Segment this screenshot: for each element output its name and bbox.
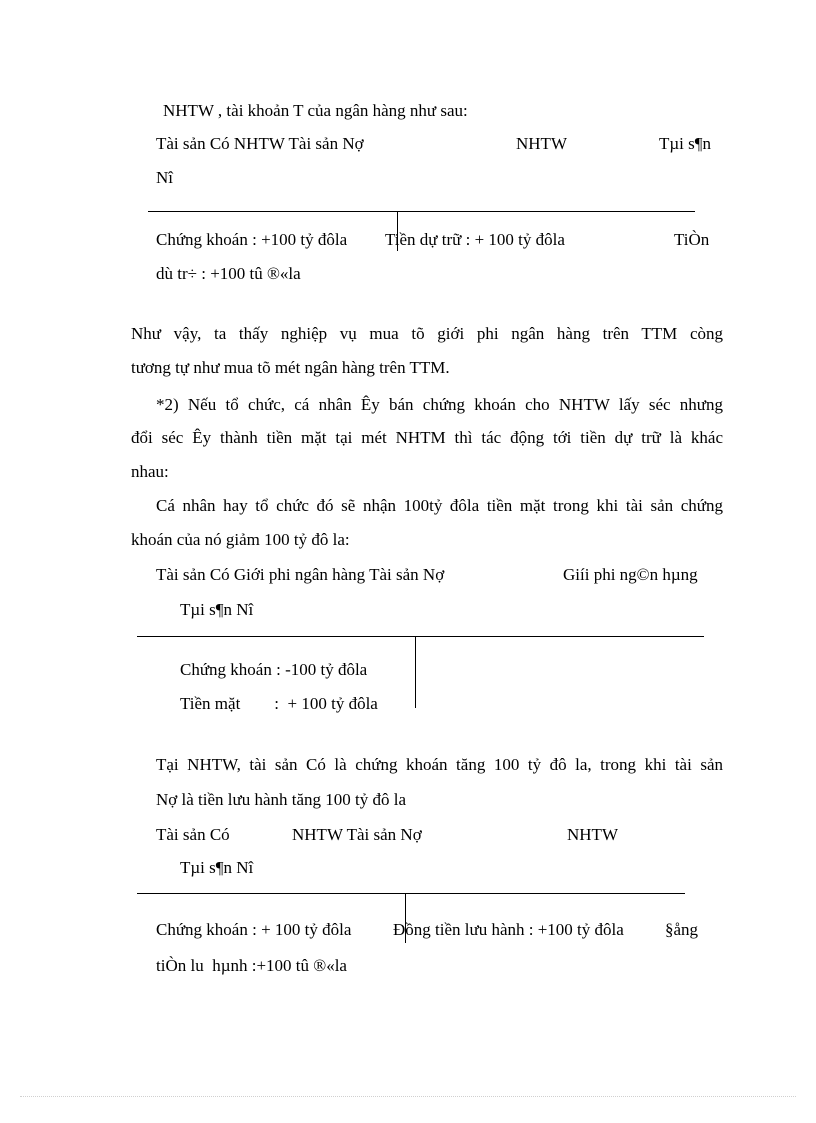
t-account-entry: Chứng khoán : -100 tỷ đôla [180,660,368,679]
t-account-entry: Đồng tiền lưu hành : +100 tỷ đôla [393,920,624,939]
t-account-entry: Tiền dự trữ : + 100 tỷ đôla [385,230,565,249]
paragraph-line: khoán của nó giảm 100 tỷ đô la: [131,530,350,549]
paragraph-line: *2) Nếu tổ chức, cá nhân Êy bán chứng khoán cho NHTW lấy séc nhưng [156,395,723,414]
paragraph-line: Nợ là tiền lưu hành tăng 100 tỷ đô la [156,790,407,809]
t-account-header: NHTW [567,825,618,844]
t-account-header: Tµi s¶n Nî [180,600,254,619]
t-account-entry: dù tr÷ : +100 tû ®«la [156,264,301,283]
t-account-header: Giíi phi ng©n hµng [563,565,698,584]
t-account-header: Tài sản Có Giới phi ngân hàng Tài sản Nợ [156,565,445,584]
t-account-entry: tiÒn lu hµnh :+100 tû ®«la [156,956,347,975]
footer-dotted-rule [20,1096,796,1097]
paragraph-line: Như vậy, ta thấy nghiệp vụ mua tõ giới phi ngân hàng trên TTM còng [131,324,723,343]
t-account-entry: Chứng khoán : + 100 tỷ đôla [156,920,352,939]
t-account-rule [148,211,695,212]
t-account-header: Tµi s¶n [659,134,711,153]
paragraph-line: nhau: [131,462,169,481]
t-account-entry: Chứng khoán : +100 tỷ đôla [156,230,348,249]
t-account-rule [137,893,685,894]
t-account-entry: Tiền mặt : + 100 tỷ đôla [180,694,378,713]
t-account-rule [137,636,704,637]
t-account-header: Tài sản Có NHTW Tài sản Nợ [156,134,364,153]
paragraph-line: đổi séc Êy thành tiền mặt tại mét NHTM thì tác động tới tiền dự trữ là khác [131,428,723,447]
paragraph-line: tương tự như mua tõ mét ngân hàng trên TTM. [131,358,450,377]
t-account-entry: TiÒn [674,230,710,249]
t-account-header: Tµi s¶n Nî [180,858,254,877]
paragraph-line: Tại NHTW, tài sản Có là chứng khoán tăng 100 tỷ đô la, trong khi tài sản [156,755,723,774]
t-account-header: NHTW Tài sản Nợ [292,825,422,844]
text-line: NHTW , tài khoản T của ngân hàng như sau: [163,101,468,120]
t-account-header: Tài sản Có [156,825,230,844]
t-account-header: Nî [156,168,173,187]
t-account-entry: §ång [665,920,699,939]
t-account-header: NHTW [516,134,567,153]
paragraph-line: Cá nhân hay tổ chức đó sẽ nhận 100tỷ đôla tiền mặt trong khi tài sản chứng [156,496,723,515]
t-account-divider [415,636,416,708]
